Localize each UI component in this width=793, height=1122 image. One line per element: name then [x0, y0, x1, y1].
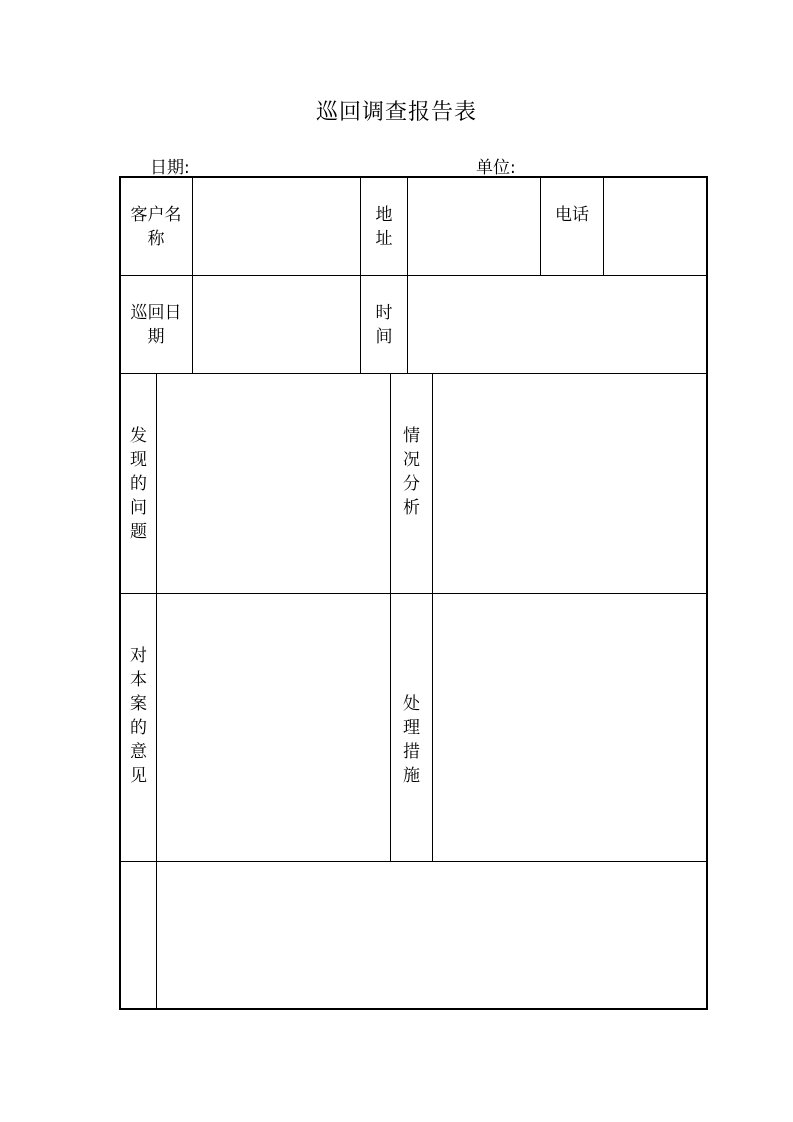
time-label: 时间 — [375, 303, 393, 347]
unit-label: 单位: — [476, 158, 516, 178]
row-divider — [120, 861, 707, 862]
date-label: 日期: — [150, 158, 190, 178]
opinion-label: 对本案的意见 — [130, 646, 147, 786]
issues-found-label: 发现的问题 — [130, 426, 147, 542]
row-divider — [120, 593, 707, 594]
report-title: 巡回调查报告表 — [315, 100, 477, 125]
phone-label: 电话 — [555, 205, 589, 225]
row-divider — [120, 373, 707, 374]
col-divider — [603, 177, 604, 275]
measures-label: 处理措施 — [403, 694, 420, 786]
address-label: 地址 — [375, 205, 393, 249]
customer-name-label: 客户名称 — [130, 205, 182, 249]
col-divider — [432, 373, 433, 861]
col-divider — [407, 177, 408, 373]
col-divider — [360, 177, 361, 373]
col-divider — [192, 177, 193, 373]
col-divider — [156, 373, 157, 1009]
row-divider — [120, 275, 707, 276]
situation-analysis-label: 情况分析 — [403, 426, 420, 518]
visit-date-label: 巡回日期 — [130, 303, 182, 347]
col-divider — [540, 177, 541, 275]
